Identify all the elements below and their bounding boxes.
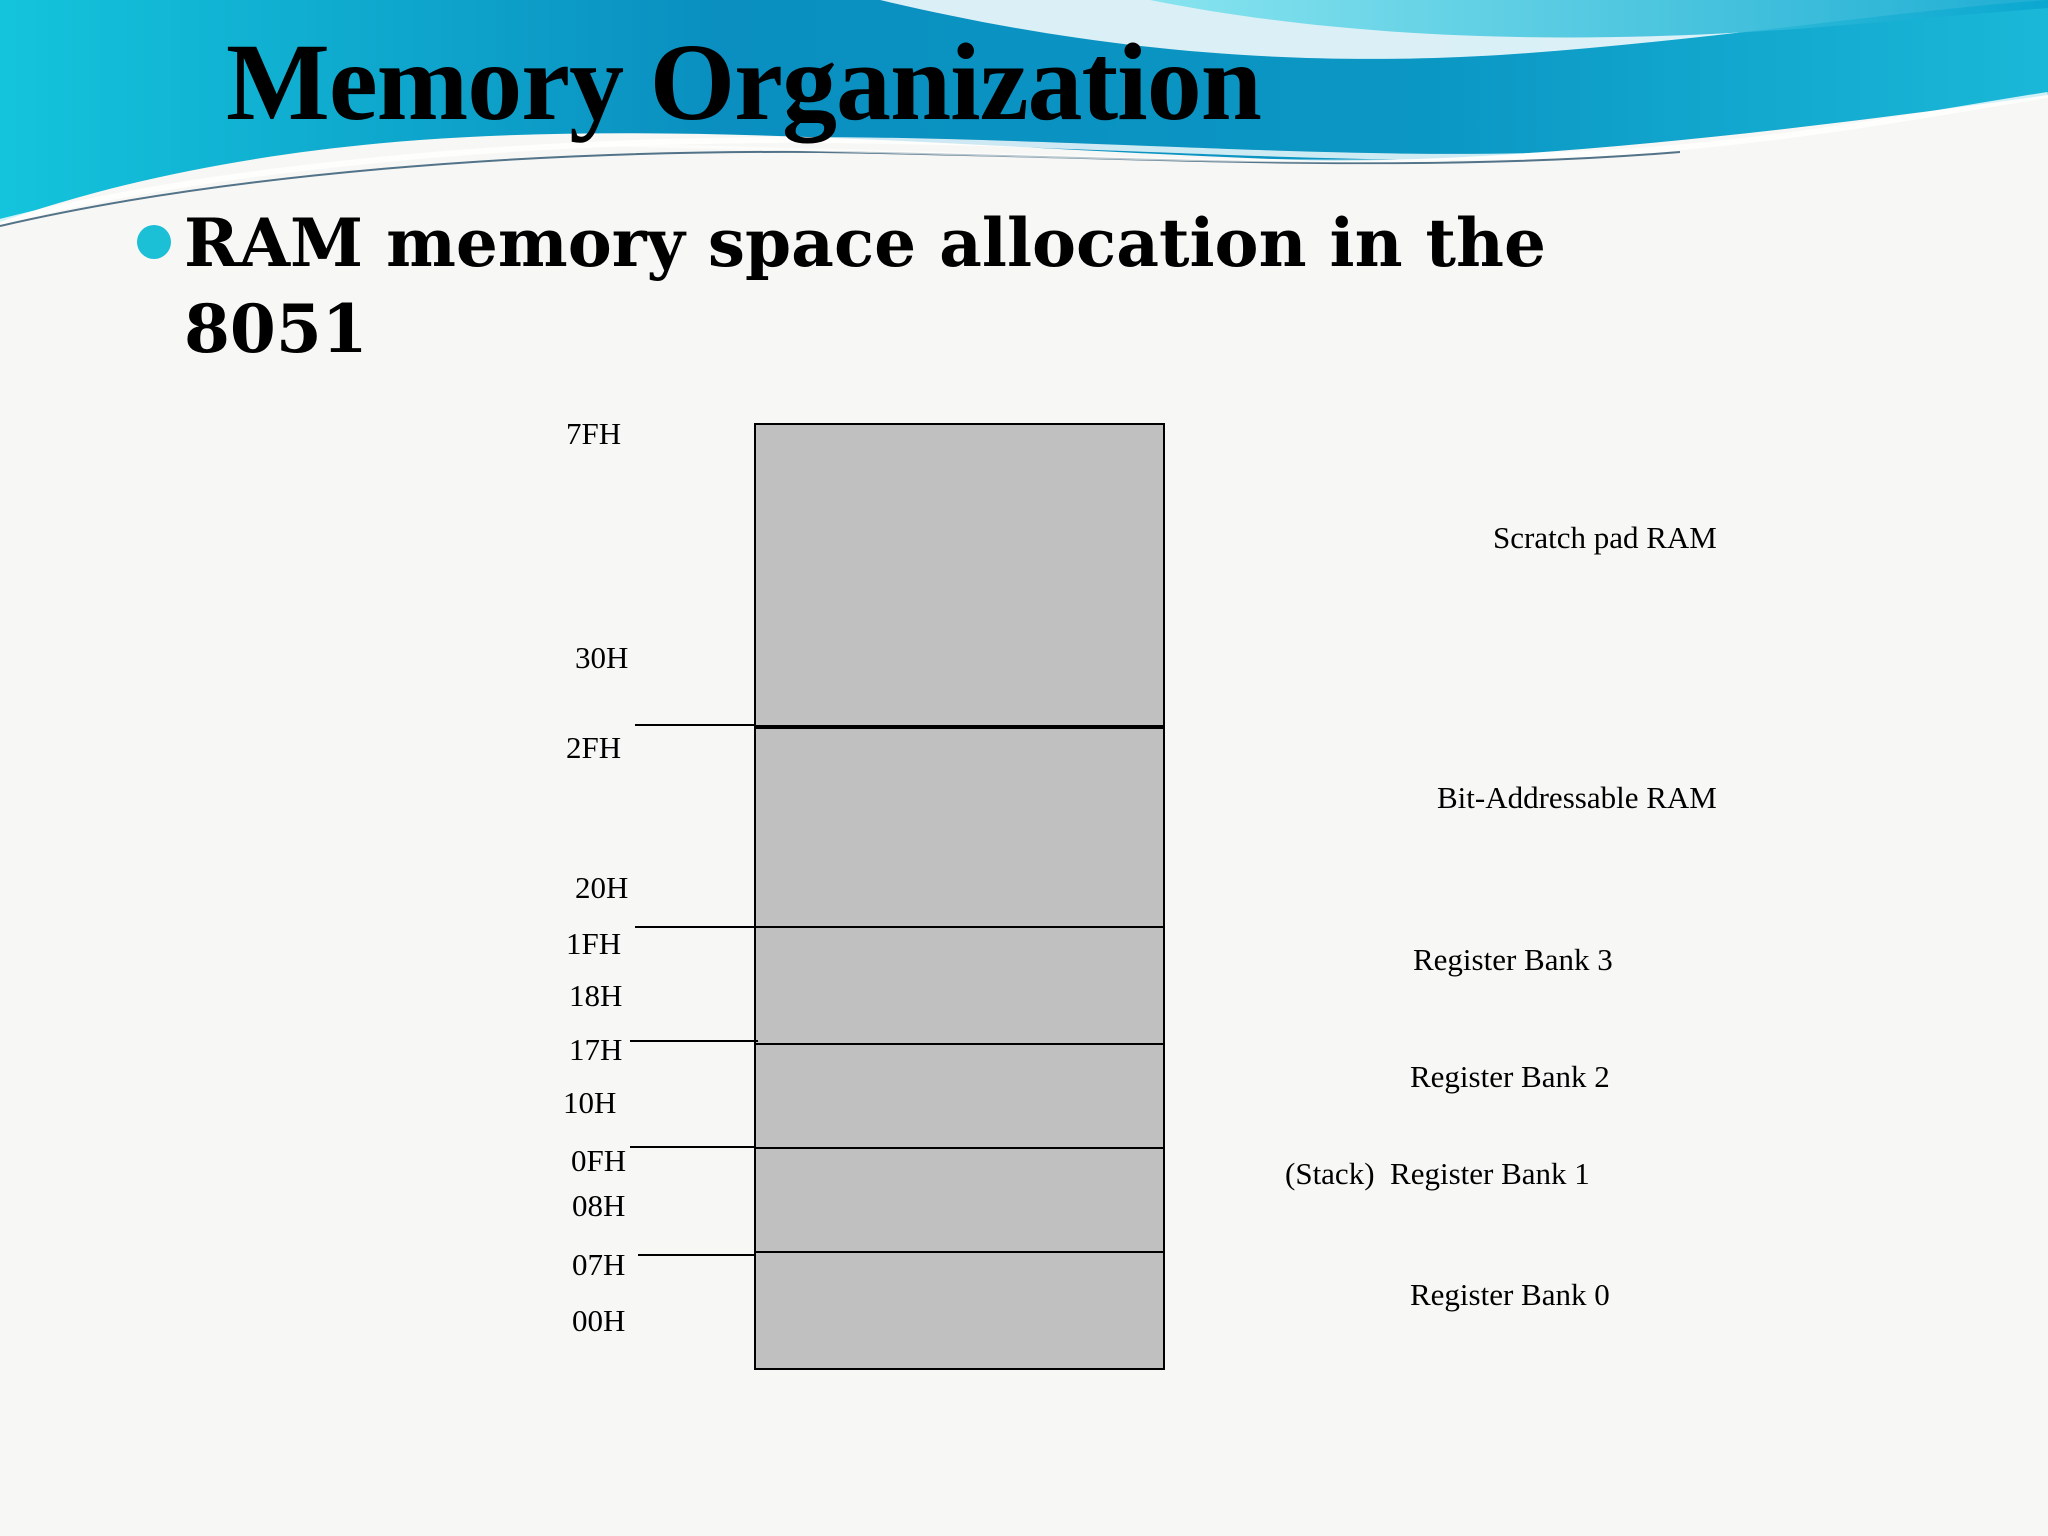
memory-block-scratch-pad: [755, 424, 1164, 727]
bullet-text: RAM memory space allocation in the 8051: [184, 204, 1547, 368]
memory-block-bit-addressable: [755, 727, 1164, 927]
address-label: 2FH: [566, 730, 622, 765]
address-label: 07H: [572, 1247, 626, 1282]
address-label: 18H: [569, 978, 623, 1013]
memory-block-bank-2: [755, 1044, 1164, 1148]
address-label: 17H: [569, 1032, 623, 1067]
address-label: 20H: [575, 870, 629, 905]
memory-block-bank-1: [755, 1148, 1164, 1252]
address-label: 10H: [563, 1085, 617, 1120]
region-label-bank-2: Register Bank 2: [1410, 1059, 1610, 1094]
address-label: 00H: [572, 1303, 626, 1338]
memory-block-bank-3: [755, 927, 1164, 1044]
address-label: 7FH: [566, 416, 622, 451]
address-label: 1FH: [566, 926, 622, 961]
region-label-scratch-pad: Scratch pad RAM: [1493, 520, 1717, 555]
address-label: 0FH: [571, 1143, 627, 1178]
region-label-bank-0: Register Bank 0: [1410, 1277, 1610, 1312]
region-label-bank-1: (Stack) Register Bank 1: [1285, 1156, 1590, 1191]
address-label: 08H: [572, 1188, 626, 1223]
memory-block-bank-0: [755, 1252, 1164, 1369]
region-label-bit-addressable: Bit-Addressable RAM: [1437, 780, 1717, 815]
slide-title: Memory Organization: [226, 21, 1261, 143]
address-label: 30H: [575, 640, 629, 675]
region-label-bank-3: Register Bank 3: [1413, 942, 1613, 977]
